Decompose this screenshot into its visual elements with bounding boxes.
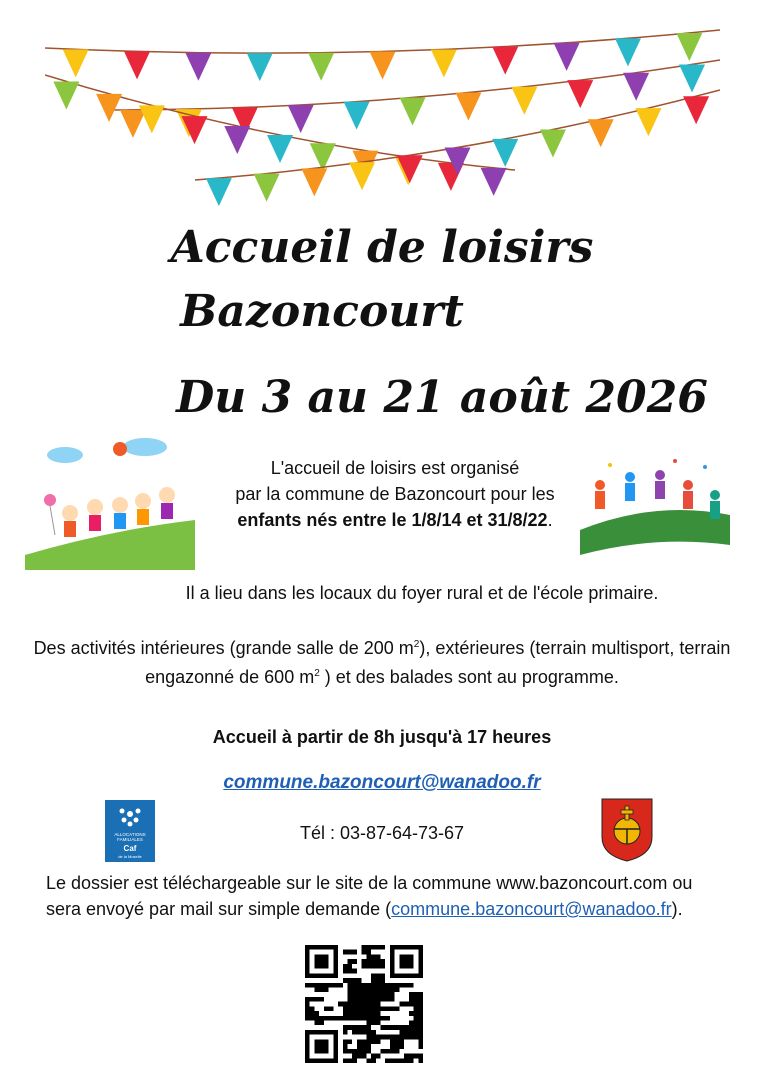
bunting-flag <box>344 102 370 130</box>
bunting-flag <box>308 53 334 81</box>
bunting-flag <box>567 80 593 108</box>
qr-code[interactable] <box>305 945 423 1063</box>
bunting-flag <box>301 168 327 196</box>
commune-crest <box>600 797 654 863</box>
activities-part-3: ) et des balades sont au programme. <box>319 667 619 687</box>
bunting-flag <box>185 53 211 81</box>
page-title: Accueil de loisirs <box>170 222 594 273</box>
bunting-flag <box>63 49 89 77</box>
bunting-flag <box>635 108 661 136</box>
activities-part-1: Des activités intérieures (grande salle de 200 m <box>33 638 414 658</box>
bunting-flag <box>615 38 641 66</box>
bunting-flag <box>540 129 566 157</box>
bunting-flag <box>431 49 457 77</box>
page-subtitle: Bazoncourt <box>180 286 464 337</box>
bunting-flag <box>370 52 396 80</box>
event-dates: Du 3 au 21 août 2026 <box>176 372 708 423</box>
caf-text-3: Caf <box>123 844 137 853</box>
bunting-flag <box>224 126 250 154</box>
bunting-flag <box>400 98 426 126</box>
bunting-flag <box>492 47 518 75</box>
bunting-flag <box>588 119 614 147</box>
bunting-flag <box>511 87 537 115</box>
bunting-flag <box>554 43 580 71</box>
bunting-flag <box>124 51 150 79</box>
bunting-decoration <box>45 20 720 210</box>
opening-hours: Accueil à partir de 8h jusqu'à 17 heures <box>212 727 552 747</box>
intro-birth-dates: enfants nés entre le 1/8/14 et 31/8/22 <box>237 510 548 530</box>
bunting-flag <box>455 93 481 121</box>
children-playing-illustration <box>25 425 195 570</box>
bunting-flag <box>53 81 79 109</box>
bunting-flag <box>254 174 280 202</box>
bunting-flag <box>397 155 423 183</box>
caf-text-1: ALLOCATIONS <box>114 832 146 837</box>
bunting-flag <box>96 94 122 122</box>
intro-line-2: par la commune de Bazoncourt pour les <box>235 484 555 504</box>
bunting-flag <box>182 116 208 144</box>
activities-text <box>30 632 734 690</box>
dossier-text: Le dossier est téléchargeable sur le site de la commune www.bazoncourt.com ou sera envoyé par mail sur simple demande ( <box>46 873 693 919</box>
children-jumping-illustration <box>580 455 730 555</box>
bunting-flag <box>139 105 165 133</box>
phone-number: Tél : 03-87-64-73-67 <box>299 823 465 843</box>
dossier-email-link[interactable]: commune.bazoncourt@wanadoo.fr <box>391 899 672 919</box>
intro-line-1: L'accueil de loisirs est organisé <box>270 458 520 478</box>
bunting-flag <box>481 168 507 196</box>
activities-sup-2: 2 <box>314 668 320 679</box>
dossier-text-end: ). <box>671 899 683 919</box>
bunting-flag <box>492 139 518 167</box>
bunting-flag <box>683 96 709 124</box>
activities-part-2: ), extérieures (terrain multisport, terrain engazonné de 600 m <box>145 638 731 687</box>
bunting-flag <box>247 53 273 81</box>
activities-sup-1: 2 <box>413 639 420 650</box>
intro-line-3 <box>195 507 595 533</box>
bunting-flag <box>288 105 314 133</box>
bunting-flag <box>676 33 702 61</box>
bunting-flag <box>206 178 232 206</box>
location-text: Il a lieu dans les locaux du foyer rural et de l'école primaire. <box>185 583 659 603</box>
caf-text-2: FAMILIALES <box>117 837 143 842</box>
bunting-flag <box>120 110 146 138</box>
bunting-flag <box>267 135 293 163</box>
dossier-paragraph <box>46 870 726 922</box>
bunting-flag <box>623 73 649 101</box>
email-link[interactable]: commune.bazoncourt@wanadoo.fr <box>223 772 541 793</box>
caf-text-4: de la Moselle <box>118 854 142 859</box>
intro-line-3-end: . <box>547 510 553 530</box>
bunting-flag <box>349 162 375 190</box>
bunting-flag <box>679 64 705 92</box>
intro-paragraph <box>195 455 595 533</box>
